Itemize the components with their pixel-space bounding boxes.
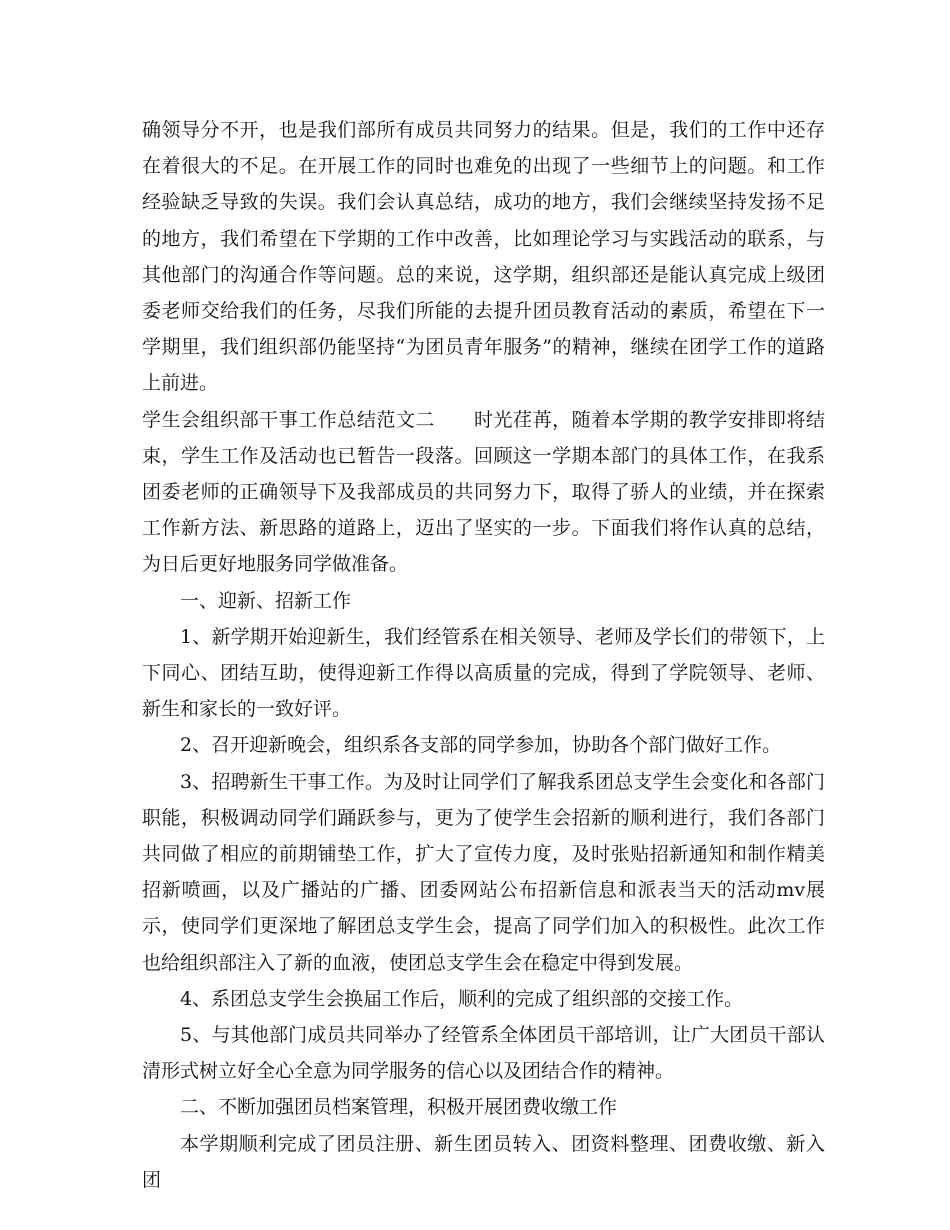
paragraph-item-5: 5、与其他部门成员共同举办了经管系全体团员干部培训，让广大团员干部认清形式树立好全心全意为同学服务的信心以及团结合作的精神。: [142, 1024, 825, 1083]
paragraph-1: 确领导分不开，也是我们部所有成员共同努力的结果。但是，我们的工作中还存在着很大的不足。在开展工作的同时也难免的出现了一些细节上的问题。和工作经验缺乏导致的失误。我们会认真总结，成功的地方，我们会继续坚持发扬不足的地方，我们希望在下学期的工作中改善，比如理论学习与实践活动的联系，与其他部门的沟通合作等问题。总的来说，这学期，组织部还是能认真完成上级团委老师交给我们的任务，尽我们所能的去提升团员教育活动的素质，希望在下一学期里，我们组织部仍能坚持“为团员青年服务”的精神，继续在团学工作的道路上前进。: [142, 119, 825, 395]
paragraph-item-4: 4、系团总支学生会换届工作后，顺利的完成了组织部的交接工作。: [180, 987, 744, 1010]
paragraph-item-2: 2、召开迎新晚会，组织系各支部的同学参加，协助各个部门做好工作。: [180, 734, 782, 757]
document-body: [142, 112, 825, 1198]
paragraph-2: 学生会组织部干事工作总结范文二 时光荏苒，随着本学期的教学安排即将结束，学生工作及活动也已暂告一段落。回顾这一学期本部门的具体工作，在我系团委老师的正确领导下及我部成员的共同努力下，取得了骄人的业绩，并在探索工作新方法、新思路的道路上，迈出了坚实的一步。下面我们将作认真的总结，为日后更好地服务同学做准备。: [142, 408, 825, 576]
paragraph-final: 本学期顺利完成了团员注册、新生团员转入、团资料整理、团费收缴、新入团: [142, 1132, 825, 1191]
paragraph-item-3: 3、招聘新生干事工作。为及时让同学们了解我系团总支学生会变化和各部门职能，积极调动同学们踊跃参与，更为了使学生会招新的顺利进行，我们各部门共同做了相应的前期铺垫工作，扩大了宣传力度，及时张贴招新通知和制作精美招新喷画，以及广播站的广播、团委网站公布招新信息和派表当天的活动mv展示，使同学们更深地了解团总支学生会，提高了同学们加入的积极性。此次工作也给组织部注入了新的血液，使团总支学生会在稳定中得到发展。: [142, 770, 825, 974]
section-heading-2: 二、不断加强团员档案管理，积极开展团费收缴工作: [180, 1096, 618, 1119]
paragraph-item-1: 1、新学期开始迎新生，我们经管系在相关领导、老师及学长们的带领下，上下同心、团结互助，使得迎新工作得以高质量的完成，得到了学院领导、老师、新生和家长的一致好评。: [142, 625, 825, 721]
section-heading-1: 一、迎新、招新工作: [180, 589, 352, 612]
